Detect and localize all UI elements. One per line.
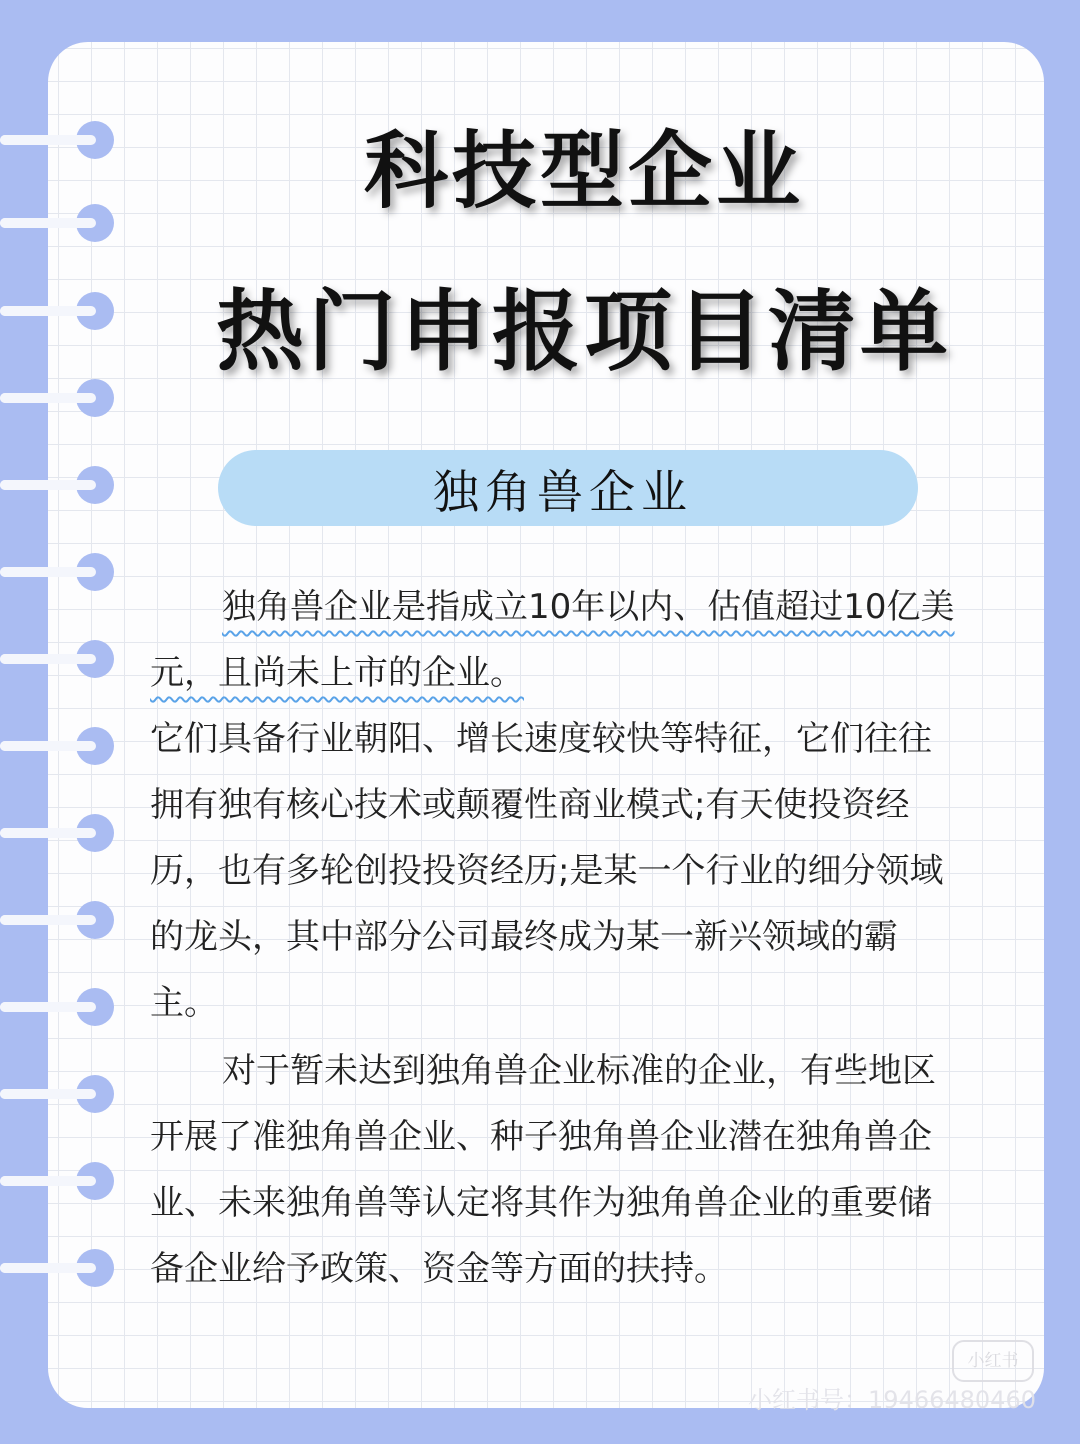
ring-bar (0, 1176, 96, 1186)
paragraph-line: 主。 (150, 983, 218, 1023)
paragraph-line: 独角兽企业是指成立10年以内、估值超过10亿美 (222, 587, 955, 627)
paragraph-line: 业、未来独角兽等认定将其作为独角兽企业的重要储 (150, 1183, 932, 1223)
ring-bar (0, 741, 96, 751)
paragraph-features (150, 706, 1010, 1036)
paragraph-support (150, 1038, 1010, 1302)
paragraph-line: 历，也有多轮创投投资经历;是某一个行业的细分领域 (150, 851, 944, 891)
ring-bar (0, 1089, 96, 1099)
ring-bar (0, 1263, 96, 1273)
ring-bar (0, 393, 96, 403)
title-line-2: 热门申报项目清单 (215, 280, 952, 383)
ring-bar (0, 654, 96, 664)
paragraph-line: 备企业给予政策、资金等方面的扶持。 (150, 1249, 728, 1289)
paragraph-line: 拥有独有核心技术或颠覆性商业模式;有天使投资经 (150, 785, 910, 825)
paragraph-line: 对于暂未达到独角兽企业标准的企业，有些地区 (222, 1051, 936, 1091)
section-heading: 独角兽企业 (433, 465, 693, 519)
paragraph-line: 它们具备行业朝阳、增长速度较快等特征，它们往往 (150, 719, 932, 759)
ring-bar (0, 567, 96, 577)
paragraph-line: 开展了准独角兽企业、种子独角兽企业潜在独角兽企 (150, 1117, 932, 1157)
title-line-1: 科技型企业 (363, 122, 804, 220)
paragraph-line: 的龙头，其中部分公司最终成为某一新兴领域的霸 (150, 917, 898, 957)
ring-bar (0, 480, 96, 490)
ring-bar (0, 915, 96, 925)
ring-bar (0, 1002, 96, 1012)
paragraph-line: 元，且尚未上市的企业。 (150, 653, 524, 693)
watermark-logo: 小红书 (952, 1340, 1034, 1382)
paragraph-definition (150, 574, 1010, 706)
ring-bar (0, 828, 96, 838)
watermark-id: 小红书号：19466480460 (748, 1386, 1036, 1414)
